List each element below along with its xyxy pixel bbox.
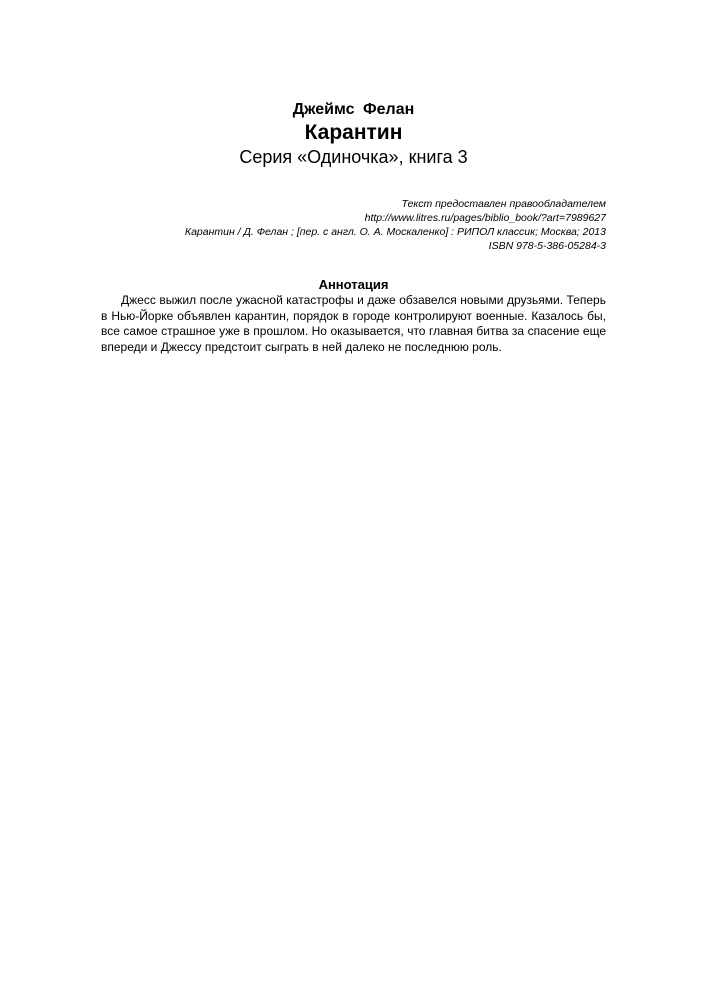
bibliographic-record: Карантин / Д. Фелан ; [пер. с англ. О. А. Москаленко] : РИПОЛ классик; Москва; 2013 — [184, 226, 606, 238]
book-author: Джеймс Фелан — [292, 101, 415, 118]
publication-meta — [86, 197, 606, 253]
annotation-heading: Аннотация — [318, 277, 389, 292]
annotation-text: Джесс выжил после ужасной катастрофы и даже обзавелся новыми друзьями. Теперь в Нью-Йорке объявлен карантин, порядок в городе контролируют военные. Казалось бы, все самое страшное уже в прошлом. Но оказывается, что главная битва за спасение еще впереди и Джессу предстоит сыграть в ней далеко не последнюю роль. — [101, 293, 606, 354]
source-url: http://www.litres.ru/pages/biblio_book/?art=7989627 — [364, 212, 606, 224]
isbn: ISBN 978-5-386-05284-3 — [488, 240, 606, 252]
provided-by-text: Текст предоставлен правообладателем — [401, 198, 606, 210]
book-series: Серия «Одиночка», книга 3 — [239, 147, 468, 167]
book-title: Карантин — [304, 121, 403, 144]
